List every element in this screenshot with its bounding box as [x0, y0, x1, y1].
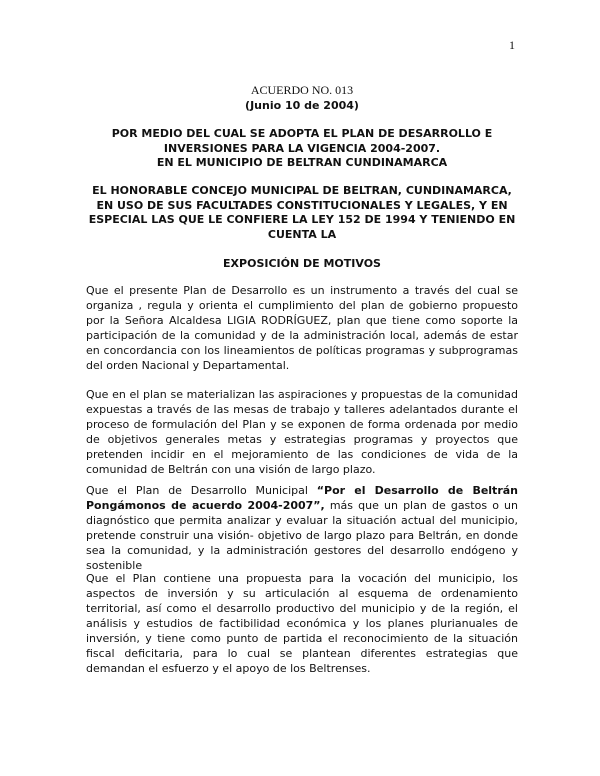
acuerdo-number: ACUERDO NO. 013	[250, 83, 354, 97]
section-heading: EXPOSICIÓN DE MOTIVOS	[223, 257, 381, 270]
plan-name-bold: “Por el Desarrollo de Beltrán Pongámonos de acuerdo 2004-2007”,	[86, 484, 518, 512]
paragraph-motivo-1: Que el presente Plan de Desarrollo es un instrumento a través del cual se organiza , regula y orienta el cumplimiento del plan de gobierno propuesto por la Señora Alcaldesa LIGIA RODRÍGUEZ, plan que tiene como soporte la participación de la comunidad y de la administración local, además de estar en concordancia con los lineamientos de políticas programas y subprogramas del orden Nacional y Departamental.	[86, 284, 518, 372]
concejo-line: CUENTA LA	[267, 227, 337, 241]
document-title	[86, 127, 518, 171]
concejo-preamble	[86, 184, 518, 242]
concejo-line: EN USO DE SUS FACULTADES CONSTITUCIONALES Y LEGALES, Y EN	[96, 198, 508, 212]
concejo-line: EL HONORABLE CONCEJO MUNICIPAL DE BELTRAN, CUNDINAMARCA,	[92, 184, 512, 197]
page-number: 1	[509, 38, 515, 52]
paragraph-motivo-4: Que el Plan contiene una propuesta para la vocación del municipio, los aspectos de inversión y su articulación al esquema de ordenamiento territorial, así como el desarrollo productivo del municipio y de la región, el análisis y estudios de factibilidad económica y los planes plurianuales de inversión, y tiene como punto de partida el reconocimiento de la situación fiscal deficitaria, para lo cual se plantean diferentes estrategias que demandan el esfuerzo y el apoyo de los Beltrenses.	[86, 572, 518, 675]
concejo-line: ESPECIAL LAS QUE LE CONFIERE LA LEY 152 DE 1994 Y TENIENDO EN	[88, 213, 516, 226]
paragraph-text: más que un plan de gastos o un diagnóstico que permita analizar y evaluar la situación actual del municipio, pretende construir una visión- objetivo de largo plazo para Beltrán, en donde sea la comunidad, y la administración gestores del desarrollo endógeno y sostenible	[86, 499, 518, 572]
paragraph-motivo-2: Que en el plan se materializan las aspiraciones y propuestas de la comunidad expuestas a través de las mesas de trabajo y talleres adelantados durante el proceso de formulación del Plan y se exponen de forma ordenada por medio de objetivos generales metas y estrategias programas y proyectos que pretenden incidir en el mejoramiento de las condiciones de vida de la comunidad de Beltrán con una visión de largo plazo.	[86, 388, 518, 476]
title-line: INVERSIONES PARA LA VIGENCIA 2004-2007.	[163, 141, 441, 155]
paragraph-text: Que el Plan de Desarrollo Municipal	[86, 484, 317, 497]
paragraph-motivo-3	[86, 483, 518, 573]
acuerdo-header	[86, 83, 518, 113]
title-line: EN EL MUNICIPIO DE BELTRAN CUNDINAMARCA	[156, 156, 448, 169]
title-line: POR MEDIO DEL CUAL SE ADOPTA EL PLAN DE DESARROLLO E	[111, 127, 493, 140]
acuerdo-date: (Junio 10 de 2004)	[245, 99, 359, 112]
